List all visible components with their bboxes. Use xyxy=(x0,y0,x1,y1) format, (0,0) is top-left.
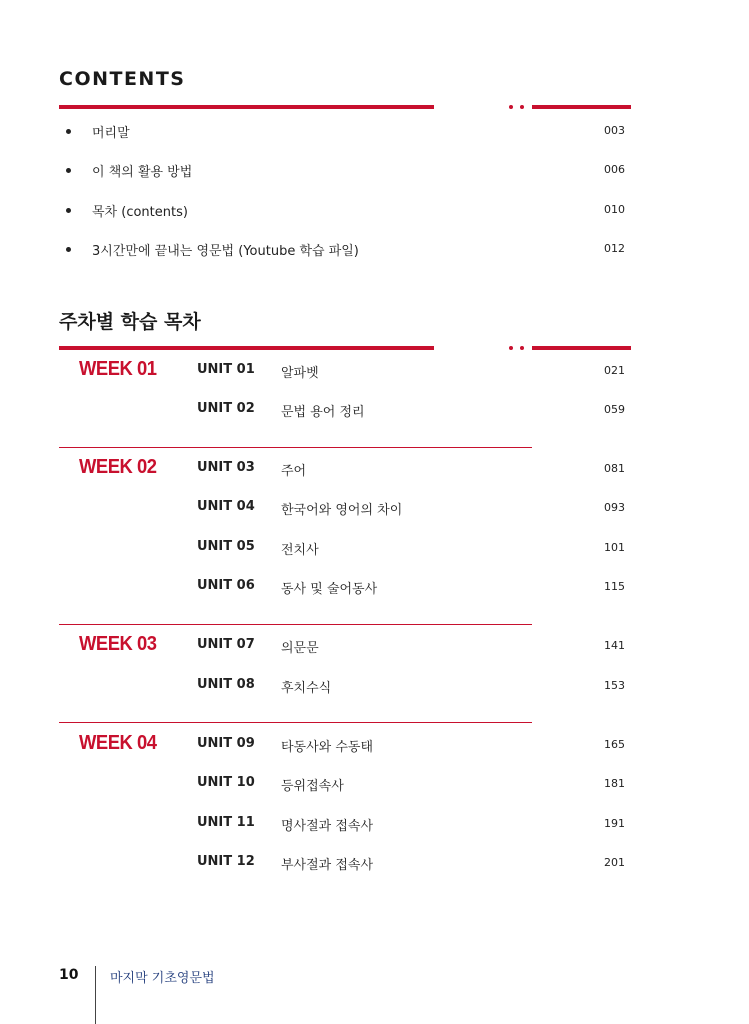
unit-page: 093 xyxy=(604,501,625,514)
week-label: WEEK 03 xyxy=(79,633,157,655)
contents-item-page: 003 xyxy=(604,124,625,137)
unit-page: 115 xyxy=(604,580,625,593)
unit-page: 201 xyxy=(604,856,625,869)
rule-dot xyxy=(509,346,513,350)
week-label: WEEK 01 xyxy=(79,358,157,380)
unit-number: UNIT 12 xyxy=(197,854,255,869)
contents-item-page: 012 xyxy=(604,242,625,255)
contents-rule-left xyxy=(59,105,434,109)
unit-number: UNIT 09 xyxy=(197,736,255,751)
unit-number: UNIT 03 xyxy=(197,460,255,475)
weekly-rule-right xyxy=(532,346,631,350)
unit-number: UNIT 08 xyxy=(197,677,255,692)
unit-number: UNIT 10 xyxy=(197,775,255,790)
unit-page: 153 xyxy=(604,679,625,692)
unit-number: UNIT 06 xyxy=(197,578,255,593)
unit-page: 165 xyxy=(604,738,625,751)
unit-page: 141 xyxy=(604,639,625,652)
unit-page: 021 xyxy=(604,364,625,377)
rule-dot xyxy=(520,105,524,109)
week-divider xyxy=(59,447,532,448)
weekly-heading: 주차별 학습 목차 xyxy=(59,311,201,333)
footer-page-number: 10 xyxy=(59,967,79,983)
contents-item-page: 010 xyxy=(604,203,625,216)
contents-item-page: 006 xyxy=(604,163,625,176)
unit-title: 알파벳 xyxy=(281,366,319,381)
unit-number: UNIT 07 xyxy=(197,637,255,652)
contents-item-label: 이 책의 활용 방법 xyxy=(92,165,193,180)
unit-number: UNIT 04 xyxy=(197,499,255,514)
unit-page: 059 xyxy=(604,403,625,416)
unit-number: UNIT 11 xyxy=(197,815,255,830)
unit-number: UNIT 05 xyxy=(197,539,255,554)
bullet-icon xyxy=(66,168,71,173)
footer-book-title: 마지막 기초영문법 xyxy=(110,971,215,986)
contents-heading: CONTENTS xyxy=(59,68,186,90)
unit-page: 081 xyxy=(604,462,625,475)
week-divider xyxy=(59,722,532,723)
unit-number: UNIT 02 xyxy=(197,401,255,416)
unit-title: 후치수식 xyxy=(281,681,332,696)
unit-title: 명사절과 접속사 xyxy=(281,819,374,834)
bullet-icon xyxy=(66,247,71,252)
unit-number: UNIT 01 xyxy=(197,362,255,377)
unit-title: 전치사 xyxy=(281,543,319,558)
contents-rule-right xyxy=(532,105,631,109)
rule-dot xyxy=(509,105,513,109)
contents-item-label: 머리말 xyxy=(92,126,130,141)
bullet-icon xyxy=(66,129,71,134)
unit-page: 101 xyxy=(604,541,625,554)
unit-page: 181 xyxy=(604,777,625,790)
unit-title: 주어 xyxy=(281,464,307,479)
rule-dot xyxy=(520,346,524,350)
unit-title: 한국어와 영어의 차이 xyxy=(281,503,403,518)
unit-title: 동사 및 술어동사 xyxy=(281,582,378,597)
contents-item-label: 3시간만에 끝내는 영문법 (Youtube 학습 파일) xyxy=(92,244,359,259)
contents-item-label: 목차 (contents) xyxy=(92,205,188,220)
weekly-rule-left xyxy=(59,346,434,350)
unit-title: 부사절과 접속사 xyxy=(281,858,374,873)
bullet-icon xyxy=(66,208,71,213)
week-label: WEEK 04 xyxy=(79,732,157,754)
unit-title: 등위접속사 xyxy=(281,779,344,794)
unit-title: 의문문 xyxy=(281,641,319,656)
week-divider xyxy=(59,624,532,625)
unit-title: 타동사와 수동태 xyxy=(281,740,374,755)
unit-page: 191 xyxy=(604,817,625,830)
unit-title: 문법 용어 정리 xyxy=(281,405,365,420)
footer-divider xyxy=(95,966,96,1024)
week-label: WEEK 02 xyxy=(79,456,157,478)
